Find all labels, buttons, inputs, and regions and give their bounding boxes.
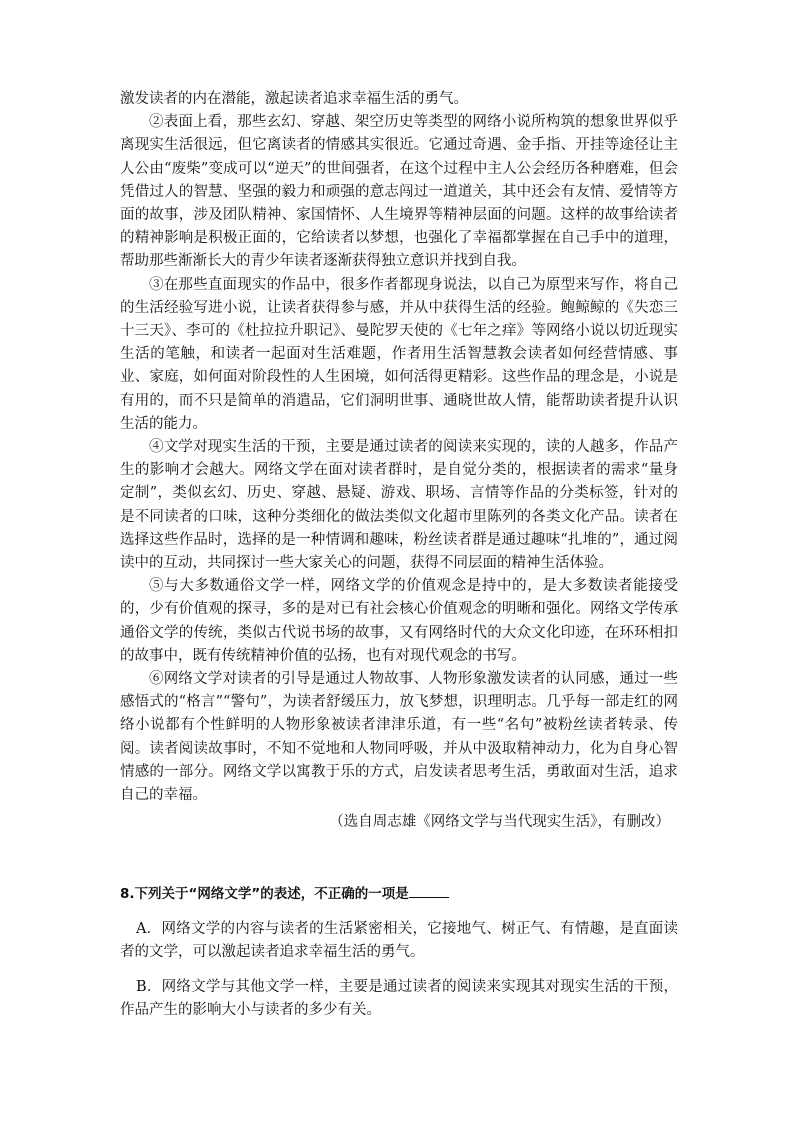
option-b: B．网络文学与其他文学一样，主要是通过读者的阅读来实现其对现实生活的干预，作品产生的影响大小与读者的多少有关。 [120, 978, 678, 1019]
question-stem-text: 8.下列关于“网络文学”的表述，不正确的一项是 [120, 885, 409, 902]
passage-paragraph-3: ③在那些直面现实的作品中，很多作者都现身说法，以自己为原型来写作，将自己的生活经验写进小说，让读者获得参与感，并从中获得生活的经验。鲍鲸鲸的《失恋三十三天》、李可的《杜拉拉升职记》、曼陀罗天使的《七年之痒》等网络小说以切近现实生活的笔触，和读者一起面对生活难题，作者用生活智慧教会读者如何经营情感、事业、家庭，如何面对阶段性的人生困境，如何活得更精彩。这些作品的理念是，小说是有用的，而不只是简单的消遣品，它们洞明世事、通晓世故人情，能帮助读者提升认识生活的能力。 [120, 276, 678, 432]
passage-paragraph-6: ⑥网络文学对读者的引导是通过人物故事、人物形象激发读者的认同感，通过一些感悟式的“格言”“警句”，为读者舒缓压力，放飞梦想，识理明志。几乎每一部走红的网络小说都有个性鲜明的人物形象被读者津津乐道，有一些“名句”被粉丝读者转录、传阅。读者阅读故事时，不知不觉地和人物同呼吸，并从中汲取精神动力，化为自身心智情感的一部分。网络文学以寓教于乐的方式，启发读者思考生活，勇敢面对生活，追求自己的幸福。 [120, 671, 678, 804]
passage-paragraph-5: ⑤与大多数通俗文学一样，网络文学的价值观念是持中的，是大多数读者能接受的，少有价值观的探寻，多的是对已有社会核心价值观念的明晰和强化。网络文学传承通俗文学的传统，类似古代说书场的故事，又有网络时代的大众文化印迹，在环环相扣的故事中，既有传统精神价值的弘扬，也有对现代观念的书写。 [120, 578, 678, 664]
option-a: A．网络文学的内容与读者的生活紧密相关，它接地气、树正气、有情趣，是直面读者的文学，可以激起读者追求幸福生活的勇气。 [120, 920, 678, 960]
question-stem [120, 883, 678, 906]
document-page [120, 88, 678, 1022]
passage-paragraph-continuation: 激发读者的内在潜能，激起读者追求幸福生活的勇气。 [120, 91, 468, 107]
passage-source: （选自周志雄《网络文学与当代现实生活》，有删改） [329, 814, 670, 831]
answer-blank [409, 883, 449, 898]
passage-paragraph-4: ④文学对现实生活的干预，主要是通过读者的阅读来实现的，读的人越多，作品产生的影响才会越大。网络文学在面对读者群时，是自觉分类的，根据读者的需求“量身定制”，类似玄幻、历史、穿越、悬疑、游戏、职场、言情等作品的分类标签，针对的是不同读者的口味，这种分类细化的做法类似文化超市里陈列的各类文化产品。读者在选择这些作品时，选择的是一种情调和趣味，粉丝读者群是通过趣味“扎堆的”，通过阅读中的互动，共同探讨一些大家关心的问题，获得不同层面的精神生活体验。 [120, 439, 678, 572]
passage-paragraph-2: ②表面上看，那些玄幻、穿越、架空历史等类型的网络小说所构筑的想象世界似乎离现实生活很远，但它离读者的情感其实很近。它通过奇遇、金手指、开挂等途径让主人公由“废柴”变成可以“逆天”的世间强者，在这个过程中主人公会经历各种磨难，但会凭借过人的智慧、坚强的毅力和顽强的意志闯过一道道关，其中还会有友情、爱情等方面的故事，涉及团队精神、家国情怀、人生境界等精神层面的问题。这样的故事给读者的精神影响是积极正面的，它给读者以梦想，也强化了幸福都掌握在自己手中的道理，帮助那些渐渐长大的青少年读者逐渐获得独立意识并找到自我。 [120, 114, 678, 270]
